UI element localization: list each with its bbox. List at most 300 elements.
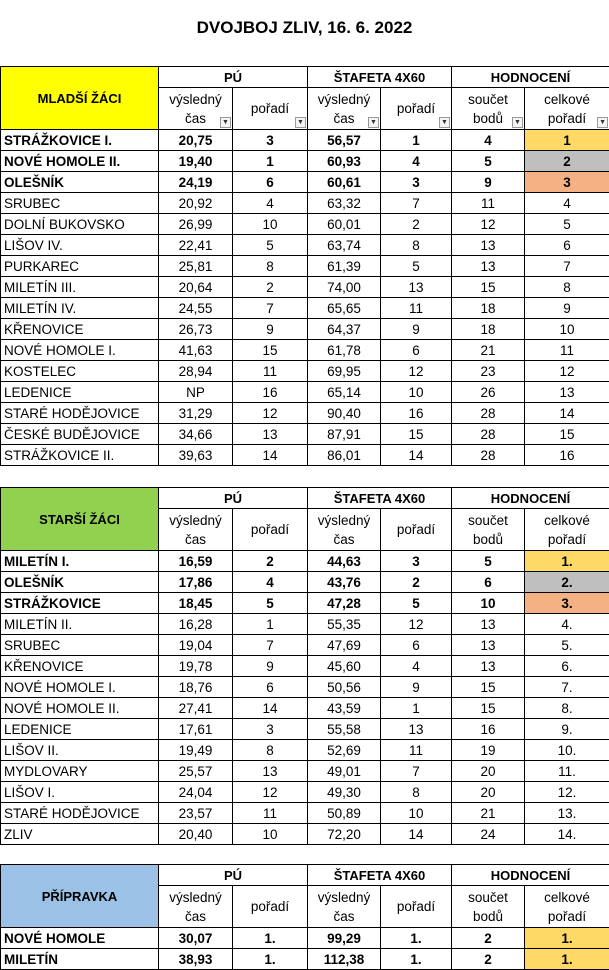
pu-time: 20,92: [159, 193, 233, 214]
points-sum: 21: [452, 803, 525, 824]
pu-time: 22,41: [159, 235, 233, 256]
points-sum: 20: [452, 761, 525, 782]
relay-time: 63,74: [308, 235, 381, 256]
team-name: STARÉ HODĚJOVICE: [1, 403, 159, 424]
pu-rank: 1.: [233, 928, 308, 949]
relay-time-header: [308, 886, 381, 928]
evaluation-header: HODNOCENÍ: [452, 488, 609, 509]
table-row: [1, 824, 609, 845]
results-table: [0, 66, 609, 466]
relay-rank-header-line1: pořadí: [384, 99, 448, 118]
relay-time-header: [308, 88, 381, 130]
table-row: [1, 193, 609, 214]
group-header-row: [1, 865, 609, 886]
points-sum-header-line1: součet: [455, 90, 521, 109]
points-sum: 13: [452, 614, 525, 635]
pu-time: 24,55: [159, 298, 233, 319]
relay-rank: 9: [381, 677, 452, 698]
pu-time: 20,64: [159, 277, 233, 298]
pu-rank: 11: [233, 803, 308, 824]
table-row: [1, 761, 609, 782]
team-name: PURKAREC: [1, 256, 159, 277]
points-sum: 18: [452, 319, 525, 340]
pu-time: 26,99: [159, 214, 233, 235]
results-table: [0, 864, 609, 970]
team-name: STRÁŽKOVICE: [1, 593, 159, 614]
relay-rank: 6: [381, 340, 452, 361]
pu-header: PÚ: [159, 865, 308, 886]
table-row: [1, 172, 609, 193]
pu-time: 18,76: [159, 677, 233, 698]
relay-time-header-line2: čas: [311, 907, 377, 926]
team-name: SRUBEC: [1, 635, 159, 656]
pu-rank: 15: [233, 340, 308, 361]
pu-rank: 16: [233, 382, 308, 403]
table-row: [1, 656, 609, 677]
team-name: OLEŠNÍK: [1, 572, 159, 593]
table-row: [1, 928, 609, 949]
table-row: [1, 361, 609, 382]
pu-rank: 10: [233, 824, 308, 845]
points-sum: 28: [452, 445, 525, 466]
relay-time: 63,32: [308, 193, 381, 214]
table-row: [1, 445, 609, 466]
overall-rank: 4: [525, 193, 609, 214]
overall-rank: 5: [525, 214, 609, 235]
points-sum-header: [452, 88, 525, 130]
relay-time-header-line1: výsledný: [311, 511, 377, 530]
relay-time: 99,29: [308, 928, 381, 949]
pu-time: 30,07: [159, 928, 233, 949]
overall-rank-header: [525, 88, 609, 130]
points-sum: 26: [452, 382, 525, 403]
relay-time-header-line1: výsledný: [311, 90, 377, 109]
pu-time: 19,04: [159, 635, 233, 656]
relay-time: 112,38: [308, 949, 381, 970]
relay-rank: 16: [381, 403, 452, 424]
pu-time: 19,49: [159, 740, 233, 761]
team-name: MILETÍN IV.: [1, 298, 159, 319]
relay-time-header-line2: čas: [311, 530, 377, 549]
points-sum-header-line1: součet: [455, 511, 521, 530]
table-row: [1, 635, 609, 656]
relay-time: 50,89: [308, 803, 381, 824]
relay-rank-header: [381, 509, 452, 551]
points-sum: 2: [452, 949, 525, 970]
pu-header: PÚ: [159, 488, 308, 509]
points-sum: 6: [452, 572, 525, 593]
table-row: [1, 572, 609, 593]
table-row: [1, 782, 609, 803]
relay-rank: 10: [381, 382, 452, 403]
relay-time: 64,37: [308, 319, 381, 340]
pu-time-header-line1: výsledný: [162, 90, 229, 109]
pu-time-header: [159, 886, 233, 928]
overall-rank-header-line2: pořadí: [528, 109, 606, 128]
points-sum: 19: [452, 740, 525, 761]
points-sum: 13: [452, 235, 525, 256]
relay-time: 49,01: [308, 761, 381, 782]
pu-time: 28,94: [159, 361, 233, 382]
relay-rank: 5: [381, 593, 452, 614]
points-sum: 15: [452, 698, 525, 719]
pu-time-header-line2: čas: [162, 530, 229, 549]
team-name: LEDENICE: [1, 719, 159, 740]
relay-rank: 4: [381, 656, 452, 677]
overall-rank: 10: [525, 319, 609, 340]
points-sum-header-line2: bodů: [455, 907, 521, 926]
filter-dropdown-icon[interactable]: ▼: [368, 117, 379, 128]
table-row: [1, 593, 609, 614]
relay-time: 47,28: [308, 593, 381, 614]
table-row: [1, 214, 609, 235]
overall-rank: 12.: [525, 782, 609, 803]
team-name: STRÁŽKOVICE I.: [1, 130, 159, 151]
relay-rank: 2: [381, 572, 452, 593]
relay-time: 55,58: [308, 719, 381, 740]
relay-rank: 1.: [381, 949, 452, 970]
relay-time: 60,01: [308, 214, 381, 235]
table-row: [1, 340, 609, 361]
pu-rank: 7: [233, 298, 308, 319]
pu-time: 31,29: [159, 403, 233, 424]
filter-dropdown-icon[interactable]: ▼: [220, 117, 231, 128]
pu-rank: 4: [233, 572, 308, 593]
pu-rank: 12: [233, 403, 308, 424]
relay-time: 52,69: [308, 740, 381, 761]
table-row: [1, 424, 609, 445]
team-name: NOVÉ HOMOLE II.: [1, 151, 159, 172]
points-sum-header-line2: bodů: [455, 530, 521, 549]
team-name: KŘENOVICE: [1, 319, 159, 340]
pu-time: 39,63: [159, 445, 233, 466]
pu-rank: 2: [233, 551, 308, 572]
points-sum: 28: [452, 403, 525, 424]
overall-rank: 15: [525, 424, 609, 445]
table-row: [1, 677, 609, 698]
relay-time: 47,69: [308, 635, 381, 656]
points-sum: 13: [452, 635, 525, 656]
overall-rank-header: [525, 509, 609, 551]
pu-time-header-line2: čas: [162, 109, 229, 128]
pu-time-header-line1: výsledný: [162, 888, 229, 907]
pu-rank: 11: [233, 361, 308, 382]
team-name: LIŠOV I.: [1, 782, 159, 803]
table-row: [1, 382, 609, 403]
pu-time: 38,93: [159, 949, 233, 970]
group-header-row: [1, 488, 609, 509]
points-sum: 5: [452, 151, 525, 172]
overall-rank: 11: [525, 340, 609, 361]
pu-time: 26,73: [159, 319, 233, 340]
team-name: STARÉ HODĚJOVICE: [1, 803, 159, 824]
pu-time: 24,04: [159, 782, 233, 803]
pu-time: 23,57: [159, 803, 233, 824]
overall-rank: 13.: [525, 803, 609, 824]
pu-time: 20,40: [159, 824, 233, 845]
pu-time: 25,81: [159, 256, 233, 277]
pu-rank: 6: [233, 677, 308, 698]
relay-header: ŠTAFETA 4X60: [308, 865, 452, 886]
results-table: [0, 487, 609, 845]
table-row: [1, 614, 609, 635]
pu-rank: 8: [233, 740, 308, 761]
overall-rank: 1.: [525, 928, 609, 949]
points-sum-header: [452, 509, 525, 551]
pu-time-header: [159, 88, 233, 130]
relay-time: 65,65: [308, 298, 381, 319]
category-label: MLADŠÍ ŽÁCI: [1, 67, 159, 130]
points-sum: 18: [452, 298, 525, 319]
overall-rank: 11.: [525, 761, 609, 782]
relay-time: 61,39: [308, 256, 381, 277]
relay-rank: 5: [381, 256, 452, 277]
table-row: [1, 403, 609, 424]
relay-rank: 2: [381, 214, 452, 235]
relay-rank-header-line1: pořadí: [384, 897, 448, 916]
pu-rank-header-line1: pořadí: [236, 897, 304, 916]
team-name: LIŠOV II.: [1, 740, 159, 761]
team-name: MILETÍN II.: [1, 614, 159, 635]
relay-rank: 1.: [381, 928, 452, 949]
pu-time: 18,45: [159, 593, 233, 614]
relay-time-header-line1: výsledný: [311, 888, 377, 907]
overall-rank: 7: [525, 256, 609, 277]
points-sum: 13: [452, 656, 525, 677]
pu-rank: 13: [233, 761, 308, 782]
points-sum: 2: [452, 928, 525, 949]
relay-rank-header: [381, 88, 452, 130]
table-row: [1, 151, 609, 172]
relay-time: 55,35: [308, 614, 381, 635]
relay-time-header-line2: čas: [311, 109, 377, 128]
relay-time: 60,93: [308, 151, 381, 172]
pu-rank: 9: [233, 319, 308, 340]
points-sum: 5: [452, 551, 525, 572]
points-sum: 13: [452, 256, 525, 277]
relay-time: 87,91: [308, 424, 381, 445]
team-name: NOVÉ HOMOLE I.: [1, 677, 159, 698]
relay-time: 60,61: [308, 172, 381, 193]
evaluation-header: HODNOCENÍ: [452, 67, 609, 88]
team-name: OLEŠNÍK: [1, 172, 159, 193]
team-name: DOLNÍ BUKOVSKO: [1, 214, 159, 235]
pu-rank-header-line1: pořadí: [236, 520, 304, 539]
pu-rank: 14: [233, 445, 308, 466]
relay-time: 90,40: [308, 403, 381, 424]
relay-rank: 7: [381, 193, 452, 214]
points-sum-header-line1: součet: [455, 888, 521, 907]
team-name: NOVÉ HOMOLE: [1, 928, 159, 949]
pu-rank: 9: [233, 656, 308, 677]
page-title: DVOJBOJ ZLIV, 16. 6. 2022: [0, 18, 609, 38]
relay-time: 65,14: [308, 382, 381, 403]
points-sum-header: [452, 886, 525, 928]
pu-rank-header: [233, 509, 308, 551]
pu-rank: 5: [233, 593, 308, 614]
overall-rank: 12: [525, 361, 609, 382]
points-sum: 23: [452, 361, 525, 382]
relay-time: 43,76: [308, 572, 381, 593]
filter-dropdown-icon[interactable]: ▼: [512, 117, 523, 128]
evaluation-header: HODNOCENÍ: [452, 865, 609, 886]
table-row: [1, 130, 609, 151]
team-name: MILETÍN I.: [1, 551, 159, 572]
table-row: [1, 277, 609, 298]
overall-rank: 2.: [525, 572, 609, 593]
group-header-row: [1, 67, 609, 88]
pu-rank: 2: [233, 277, 308, 298]
relay-rank: 4: [381, 151, 452, 172]
overall-rank: 14: [525, 403, 609, 424]
pu-time: NP: [159, 382, 233, 403]
pu-time: 19,40: [159, 151, 233, 172]
relay-rank: 13: [381, 277, 452, 298]
points-sum: 21: [452, 340, 525, 361]
table-row: [1, 698, 609, 719]
overall-rank: 4.: [525, 614, 609, 635]
overall-rank: 9.: [525, 719, 609, 740]
overall-rank: 16: [525, 445, 609, 466]
pu-rank: 4: [233, 193, 308, 214]
filter-dropdown-icon[interactable]: ▼: [439, 117, 450, 128]
overall-rank: 6: [525, 235, 609, 256]
table-row: [1, 298, 609, 319]
table-row: [1, 256, 609, 277]
pu-time: 19,78: [159, 656, 233, 677]
points-sum: 10: [452, 593, 525, 614]
points-sum: 15: [452, 677, 525, 698]
relay-time: 69,95: [308, 361, 381, 382]
pu-rank: 14: [233, 698, 308, 719]
category-label: STARŠÍ ŽÁCI: [1, 488, 159, 551]
team-name: MYDLOVARY: [1, 761, 159, 782]
relay-rank: 13: [381, 719, 452, 740]
relay-header: ŠTAFETA 4X60: [308, 67, 452, 88]
pu-rank: 1: [233, 614, 308, 635]
overall-rank: 1.: [525, 551, 609, 572]
pu-rank: 5: [233, 235, 308, 256]
pu-time: 27,41: [159, 698, 233, 719]
overall-rank-header-line2: pořadí: [528, 530, 606, 549]
pu-rank: 10: [233, 214, 308, 235]
points-sum: 15: [452, 277, 525, 298]
overall-rank-header: [525, 886, 609, 928]
team-name: STRÁŽKOVICE II.: [1, 445, 159, 466]
filter-dropdown-icon[interactable]: ▼: [597, 117, 608, 128]
relay-time: 86,01: [308, 445, 381, 466]
team-name: NOVÉ HOMOLE I.: [1, 340, 159, 361]
pu-rank: 13: [233, 424, 308, 445]
relay-time: 50,56: [308, 677, 381, 698]
overall-rank: 5.: [525, 635, 609, 656]
pu-time: 20,75: [159, 130, 233, 151]
pu-rank-header: [233, 88, 308, 130]
pu-time: 25,57: [159, 761, 233, 782]
pu-rank: 1.: [233, 949, 308, 970]
relay-time: 56,57: [308, 130, 381, 151]
points-sum: 16: [452, 719, 525, 740]
pu-rank: 3: [233, 719, 308, 740]
relay-rank: 14: [381, 445, 452, 466]
pu-time-header: [159, 509, 233, 551]
relay-time: 72,20: [308, 824, 381, 845]
table-row: [1, 949, 609, 970]
pu-rank-header: [233, 886, 308, 928]
overall-rank: 3: [525, 172, 609, 193]
table-row: [1, 319, 609, 340]
team-name: ČESKÉ BUDĚJOVICE: [1, 424, 159, 445]
points-sum: 11: [452, 193, 525, 214]
pu-rank: 1: [233, 151, 308, 172]
overall-rank: 10.: [525, 740, 609, 761]
pu-time: 16,59: [159, 551, 233, 572]
pu-time: 17,61: [159, 719, 233, 740]
relay-rank: 8: [381, 235, 452, 256]
table-row: [1, 740, 609, 761]
team-name: SRUBEC: [1, 193, 159, 214]
relay-rank: 6: [381, 635, 452, 656]
relay-rank: 12: [381, 361, 452, 382]
pu-rank: 12: [233, 782, 308, 803]
relay-time: 61,78: [308, 340, 381, 361]
points-sum: 12: [452, 214, 525, 235]
relay-rank: 8: [381, 782, 452, 803]
overall-rank-header-line1: celkové: [528, 511, 606, 530]
points-sum: 4: [452, 130, 525, 151]
relay-time: 44,63: [308, 551, 381, 572]
relay-rank: 12: [381, 614, 452, 635]
overall-rank: 8: [525, 277, 609, 298]
relay-time: 43,59: [308, 698, 381, 719]
relay-rank: 15: [381, 424, 452, 445]
team-name: LEDENICE: [1, 382, 159, 403]
overall-rank-header-line1: celkové: [528, 888, 606, 907]
relay-rank: 14: [381, 824, 452, 845]
category-label: PŘÍPRAVKA: [1, 865, 159, 928]
relay-time-header: [308, 509, 381, 551]
pu-time-header-line1: výsledný: [162, 511, 229, 530]
pu-rank: 8: [233, 256, 308, 277]
overall-rank: 14.: [525, 824, 609, 845]
table-row: [1, 803, 609, 824]
team-name: KOSTELEC: [1, 361, 159, 382]
overall-rank: 1.: [525, 949, 609, 970]
points-sum: 24: [452, 824, 525, 845]
relay-time: 49,30: [308, 782, 381, 803]
points-sum: 20: [452, 782, 525, 803]
relay-rank: 11: [381, 298, 452, 319]
overall-rank: 9: [525, 298, 609, 319]
table-row: [1, 235, 609, 256]
pu-time-header-line2: čas: [162, 907, 229, 926]
overall-rank: 3.: [525, 593, 609, 614]
pu-time: 41,63: [159, 340, 233, 361]
relay-rank: 1: [381, 130, 452, 151]
overall-rank: 2: [525, 151, 609, 172]
team-name: MILETÍN III.: [1, 277, 159, 298]
table-row: [1, 551, 609, 572]
points-sum: 28: [452, 424, 525, 445]
pu-rank: 6: [233, 172, 308, 193]
relay-rank: 10: [381, 803, 452, 824]
relay-time: 45,60: [308, 656, 381, 677]
overall-rank: 7.: [525, 677, 609, 698]
overall-rank: 13: [525, 382, 609, 403]
pu-time: 34,66: [159, 424, 233, 445]
pu-rank-header-line1: pořadí: [236, 99, 304, 118]
filter-dropdown-icon[interactable]: ▼: [295, 117, 306, 128]
